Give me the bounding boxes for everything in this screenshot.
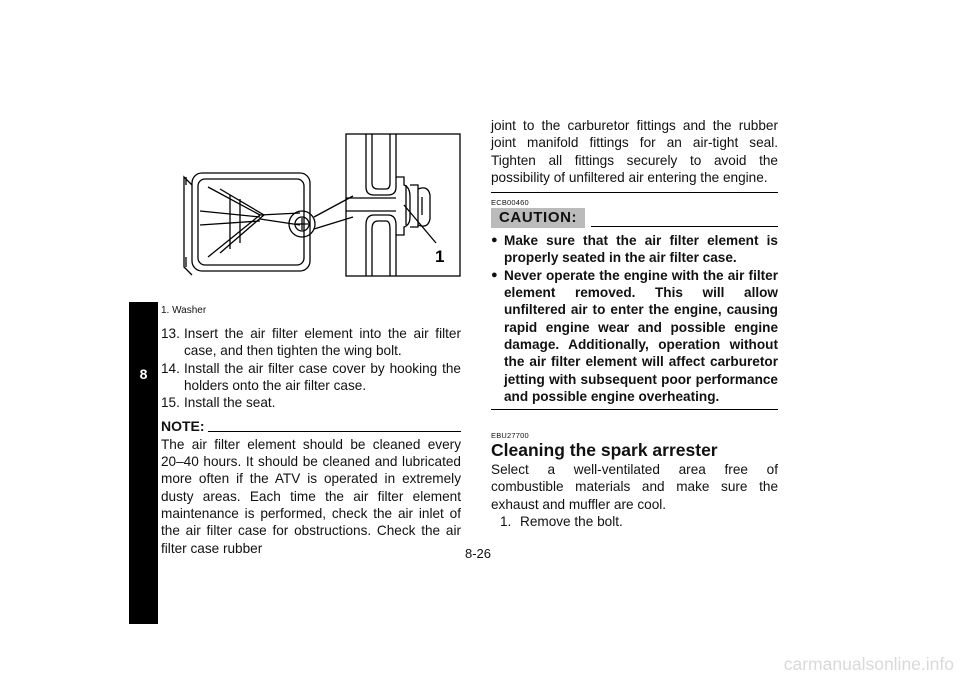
right-column [491, 117, 778, 530]
section-title: Cleaning the spark arrester [491, 440, 718, 461]
watermark: carmanualsonline.info [783, 654, 954, 674]
caution-bottom-rule [491, 409, 778, 410]
caution-header [491, 208, 778, 228]
step-number: 13. [161, 326, 180, 341]
section-code: EBU27700 [491, 431, 529, 441]
chapter-number: 8 [139, 366, 148, 382]
section-intro: Select a well-ventilated area free of combustible materials and make sure the exhaust and muffler are cool. [491, 462, 778, 512]
step-13 [161, 325, 461, 360]
note-text: The air filter element should be cleaned every 20–40 hours. It should be cleaned and lubricated more often if the ATV is operated in extremely dusty areas. Each time the air filter element maintenance is performed, check the air inlet of the air filter case for obstructions. Check the air filter case rubber [161, 436, 461, 556]
caution-label: CAUTION: [491, 208, 585, 228]
step-number: 14. [161, 360, 180, 376]
step-15 [161, 394, 461, 411]
bullet-text: Make sure that the air filter element is properly seated in the air filter case. [504, 233, 778, 266]
section-step-1 [491, 513, 778, 530]
left-column [161, 325, 461, 557]
step-number: 1. [500, 514, 512, 530]
caution-code: ECB00460 [491, 198, 529, 208]
step-text: Insert the air filter element into the air filter case, and then tighten the wing bolt. [184, 326, 461, 359]
air-filter-illustration [160, 125, 462, 305]
bullet-icon: ● [491, 268, 498, 281]
note-header [161, 418, 461, 435]
step-number: 15. [161, 395, 180, 411]
step-text: Install the seat. [184, 395, 276, 411]
bullet-text: Never operate the engine with the air filter element removed. This will allow unfiltered air to enter the engine, causing rapid engine wear and possible engine damage. Additionally, operation without the air filter element will affect carburetor jetting with subsequent poor performance and possible engine overheating. [504, 267, 778, 404]
note-rule [208, 431, 461, 432]
note-title: NOTE: [161, 418, 205, 435]
caution-bullets [491, 232, 778, 405]
page-number: 8-26 [465, 546, 492, 561]
step-text: Install the air filter case cover by hooking the holders onto the air filter case. [184, 360, 461, 393]
caution-bullet [491, 267, 778, 405]
continued-text: joint to the carburetor fittings and the rubber joint manifold fittings for an air-tight seal. Tighten all fittings securely to avoid the possibility of unfiltered air entering the engine. [491, 118, 778, 185]
bullet-icon: ● [491, 234, 498, 247]
caution-bullet [491, 232, 778, 267]
step-14 [161, 360, 461, 395]
step-text: Remove the bolt. [520, 514, 623, 530]
figure-callout: 1 [435, 247, 445, 266]
caution-rule [591, 226, 778, 227]
chapter-tab [129, 302, 158, 624]
figure-caption: 1. Washer [161, 305, 207, 316]
caution-top-rule [491, 192, 778, 193]
